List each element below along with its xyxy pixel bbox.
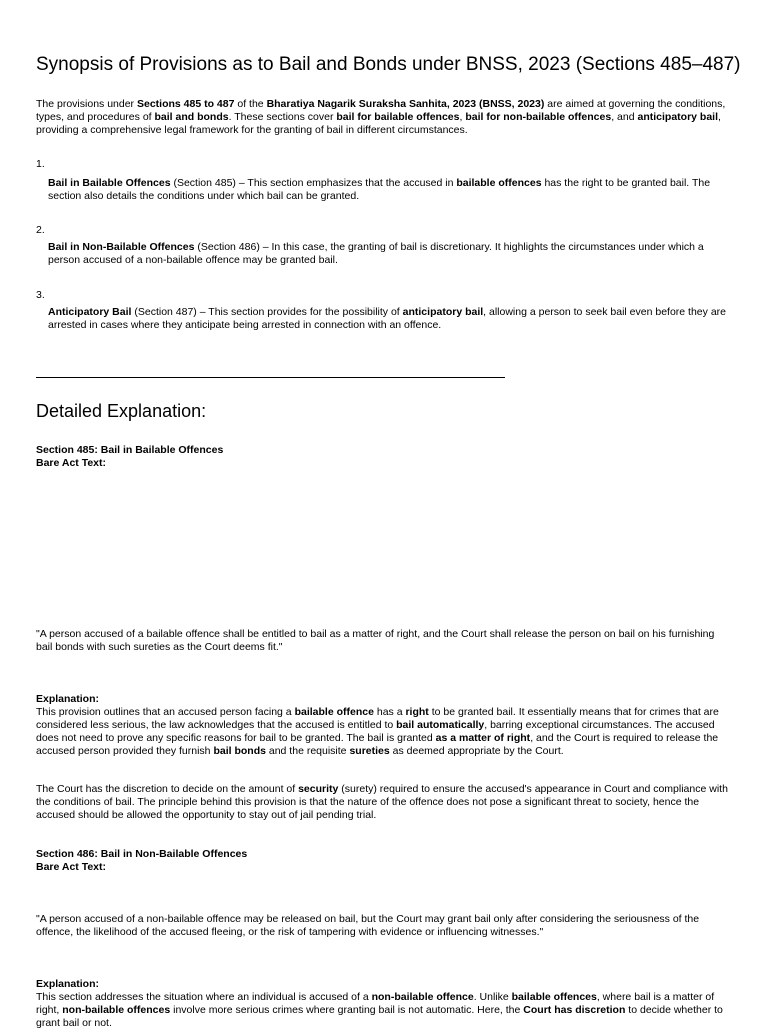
bare-act-label: Bare Act Text: [36, 457, 107, 469]
exp-text: . Unlike [473, 991, 512, 1003]
list-item-bold: Bail in Bailable Offences [48, 177, 171, 189]
intro-bold: Sections 485 to 487 [136, 98, 235, 110]
section-486-explanation [36, 991, 732, 1030]
intro-text: , providing a comprehensive legal framework for the granting of bail in different circumstances. [36, 111, 721, 136]
list-item-bold: Anticipatory Bail [48, 306, 132, 318]
intro-text: , and [611, 111, 638, 123]
section-485-heading: Section 485: Bail in Bailable Offences [36, 444, 224, 456]
exp-text: has a [373, 706, 406, 718]
exp-text: to be granted bail. It essentially means that for crimes that are considered less serious, the law acknowledges that the accused is entitled to [36, 706, 719, 731]
intro-bold: bail and bonds [154, 111, 229, 123]
list-item [48, 306, 738, 332]
detailed-heading: Detailed Explanation: [36, 401, 207, 421]
list-item-bold: Bail in Non-Bailable Offences [48, 241, 195, 253]
exp-text: involve more serious crimes where granting bail is not automatic. Here, the [170, 1004, 524, 1016]
intro-text: of the [234, 98, 267, 110]
exp-bold: bailable offences [511, 991, 597, 1003]
intro-paragraph [36, 98, 732, 137]
list-item-number: 2. [36, 224, 45, 236]
explanation-label: Explanation: [36, 693, 100, 705]
explanation-label: Explanation: [36, 978, 100, 990]
intro-bold: bail for bailable offences [336, 111, 460, 123]
intro-text: The provisions under [36, 98, 137, 110]
list-item-text: has the right to be granted bail. The section also details the conditions under which bail can be granted. [48, 177, 711, 202]
para-text: (surety) required to ensure the accused's appearance in Court and compliance with the conditions of bail. The principle behind this provision is that the nature of the offence does not pose a significant threat to society, hence the accused should be allowed the opportunity to stay out of jail pending trial. [36, 783, 728, 821]
para-bold: security [298, 783, 339, 795]
list-item-number: 1. [36, 158, 45, 170]
exp-text: This section addresses the situation where an individual is accused of a [36, 991, 372, 1003]
exp-text: , where bail is a matter of right, [36, 991, 715, 1016]
intro-text: are aimed at governing the conditions, types, and procedures of [36, 98, 726, 123]
list-item [48, 241, 738, 267]
list-item-text: (Section 486) – In this case, the granting of bail is discretionary. It highlights the circumstances under which a person accused of a non-bailable offence may be granted bail. [48, 241, 704, 266]
intro-text: . These sections cover [228, 111, 337, 123]
intro-bold: Bharatiya Nagarik Suraksha Sanhita, 2023 (BNSS, 2023) [266, 98, 545, 110]
bare-act-label: Bare Act Text: [36, 861, 107, 873]
section-485-paragraph-2 [36, 783, 732, 822]
exp-bold: Court has discretion [523, 1004, 626, 1016]
list-item-bold: anticipatory bail [402, 306, 484, 318]
section-486-heading: Section 486: Bail in Non-Bailable Offences [36, 848, 248, 860]
exp-bold: non-bailable offence [371, 991, 474, 1003]
list-item-text: (Section 485) – This section emphasizes that the accused in [170, 177, 457, 189]
section-divider [36, 377, 505, 378]
para-text: The Court has the discretion to decide on the amount of [36, 783, 299, 795]
list-item [48, 177, 738, 203]
exp-bold: non-bailable offences [62, 1004, 171, 1016]
intro-text: , [459, 111, 466, 123]
exp-bold: right [405, 706, 429, 718]
section-485-explanation [36, 706, 732, 758]
exp-bold: bail bonds [213, 745, 266, 757]
exp-bold: as a matter of right [435, 732, 531, 744]
list-item-bold: bailable offences [456, 177, 542, 189]
section-485-quote: "A person accused of a bailable offence shall be entitled to bail as a matter of right, and the Court shall release the person on bail on his furnishing bail bonds with such sureties as the Court deems fit." [36, 628, 715, 653]
intro-bold: bail for non-bailable offences [465, 111, 612, 123]
exp-text: to decide whether to grant bail or not. [36, 1004, 723, 1029]
list-item-text: (Section 487) – This section provides for the possibility of [131, 306, 403, 318]
exp-bold: sureties [349, 745, 390, 757]
exp-bold: bail automatically [396, 719, 485, 731]
exp-text: This provision outlines that an accused person facing a [36, 706, 295, 718]
exp-text: , and the Court is required to release the accused person provided they furnish [36, 732, 719, 757]
list-item-number: 3. [36, 289, 45, 301]
exp-text: as deemed appropriate by the Court. [389, 745, 564, 757]
exp-text: and the requisite [265, 745, 350, 757]
section-486-quote: "A person accused of a non-bailable offence may be released on bail, but the Court may grant bail only after considering the seriousness of the offence, the likelihood of the accused fleeing, or the risk of tampering with evidence or influencing witnesses." [36, 913, 700, 938]
document-title: Synopsis of Provisions as to Bail and Bonds under BNSS, 2023 (Sections 485–487) [36, 54, 741, 75]
list-item-text: , allowing a person to seek bail even before they are arrested in cases where they anticipate being arrested in connection with an offence. [48, 306, 726, 331]
exp-text: , barring exceptional circumstances. The accused does not need to prove any specific reasons for bail to be granted. The bail is granted [36, 719, 715, 744]
intro-bold: anticipatory bail [637, 111, 719, 123]
exp-bold: bailable offence [294, 706, 374, 718]
